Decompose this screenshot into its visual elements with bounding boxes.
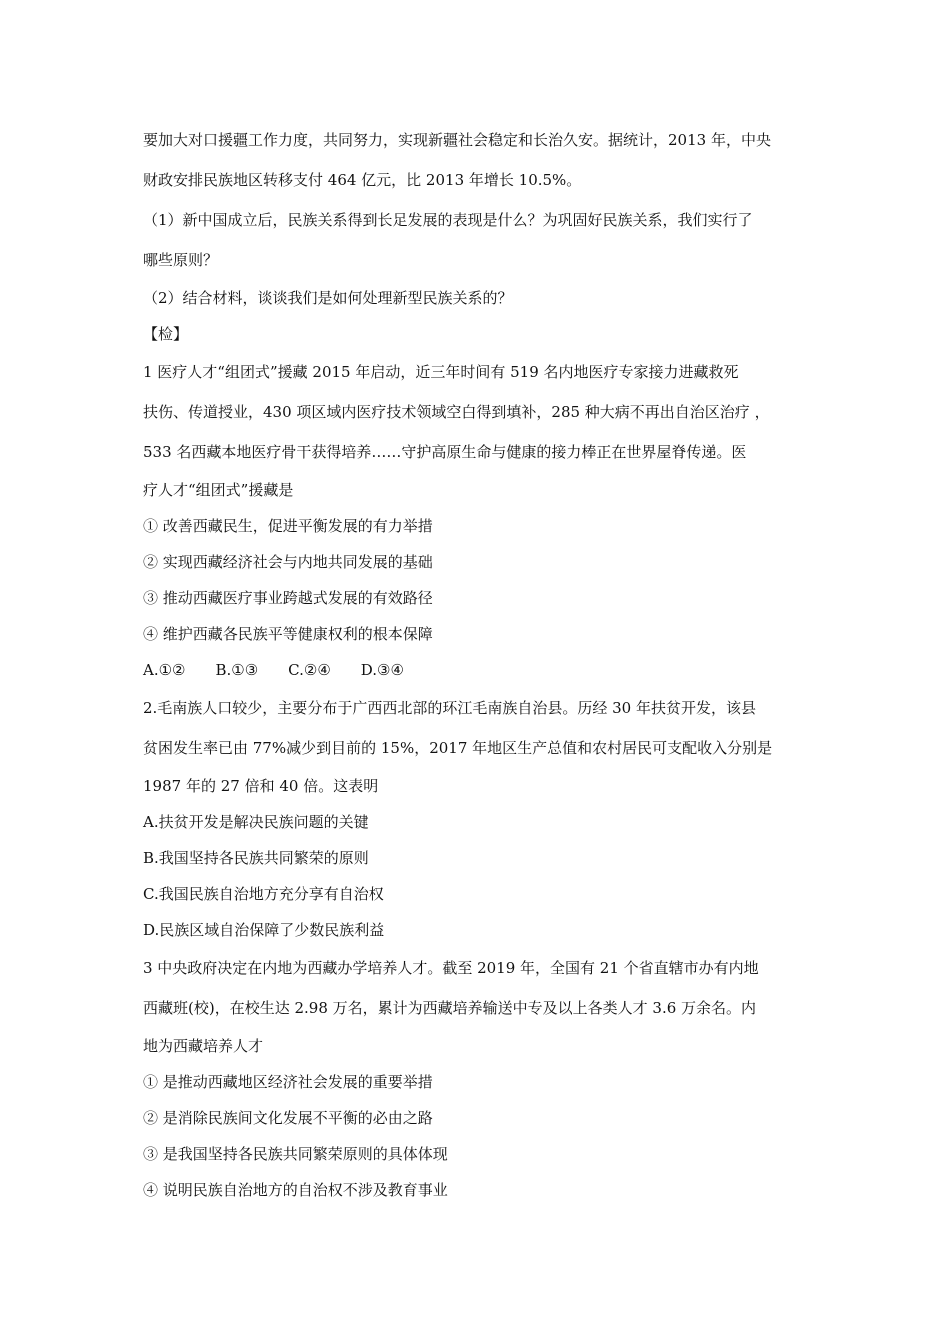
item-2-option-a: A.扶贫开发是解决民族问题的关键 xyxy=(143,813,369,831)
section-heading-check: 【检】 xyxy=(143,325,189,343)
item-1-statement-3: ③ 推动西藏医疗事业跨越式发展的有效路径 xyxy=(143,589,433,607)
item-3-statement-4: ④ 说明民族自治地方的自治权不涉及教育事业 xyxy=(143,1181,448,1199)
question-1-line-2: 哪些原则？ xyxy=(143,251,219,269)
document-body xyxy=(143,120,808,1208)
item-3-stem-line-3: 地为西藏培养人才 xyxy=(143,1037,264,1055)
item-3-stem-line-2: 西藏班(校)，在校生达 2.98 万名，累计为西藏培养输送中专及以上各类人才 3.6 万余名。内 xyxy=(143,999,757,1017)
item-1-stem-line-4: 疗人才“组团式”援藏是 xyxy=(143,481,294,499)
item-1-stem-line-1: 1 医疗人才“组团式”援藏 2015 年启动，近三年时间有 519 名内地医疗专家接力进藏救死 xyxy=(143,363,739,381)
item-2-stem-line-3: 1987 年的 27 倍和 40 倍。这表明 xyxy=(143,777,379,795)
question-2-line: （2）结合材料，谈谈我们是如何处理新型民族关系的？ xyxy=(143,289,513,307)
item-1-statement-2: ② 实现西藏经济社会与内地共同发展的基础 xyxy=(143,553,433,571)
item-1-statement-1: ① 改善西藏民生，促进平衡发展的有力举措 xyxy=(143,517,433,535)
item-3-statement-2: ② 是消除民族间文化发展不平衡的必由之路 xyxy=(143,1109,433,1127)
item-2-option-c: C.我国民族自治地方充分享有自治权 xyxy=(143,885,384,903)
item-3-statement-1: ① 是推动西藏地区经济社会发展的重要举措 xyxy=(143,1073,433,1091)
item-2-stem-line-1: 2.毛南族人口较少，主要分布于广西西北部的环江毛南族自治县。历经 30 年扶贫开发，该县 xyxy=(143,699,756,717)
question-1-line-1: （1）新中国成立后，民族关系得到长足发展的表现是什么？为巩固好民族关系，我们实行了 xyxy=(143,211,753,229)
item-1-statement-4: ④ 维护西藏各民族平等健康权利的根本保障 xyxy=(143,625,433,643)
material-line-2: 财政安排民族地区转移支付 464 亿元，比 2013 年增长 10.5%。 xyxy=(143,171,582,189)
item-1-stem-line-2: 扶伤、传道授业，430 项区域内医疗技术领域空白得到填补，285 种大病不再出自治区治疗 ， xyxy=(143,403,770,421)
item-2-option-b: B.我国坚持各民族共同繁荣的原则 xyxy=(143,849,369,867)
material-line-1: 要加大对口援疆工作力度，共同努力，实现新疆社会稳定和长治久安。据统计，2013 年，中央 xyxy=(143,131,771,149)
item-3-stem-line-1: 3 中央政府决定在内地为西藏办学培养人才。截至 2019 年，全国有 21 个省直辖市办有内地 xyxy=(143,959,759,977)
item-2-stem-line-2: 贫困发生率已由 77%减少到目前的 15%，2017 年地区生产总值和农村居民可支配收入分别是 xyxy=(143,739,773,757)
item-2-option-d: D.民族区域自治保障了少数民族利益 xyxy=(143,921,385,939)
item-1-options: A.①② B.①③ C.②④ D.③④ xyxy=(143,661,404,679)
item-1-stem-line-3: 533 名西藏本地医疗骨干获得培养……守护高原生命与健康的接力棒正在世界屋脊传递。医 xyxy=(143,443,747,461)
item-3-statement-3: ③ 是我国坚持各民族共同繁荣原则的具体体现 xyxy=(143,1145,448,1163)
